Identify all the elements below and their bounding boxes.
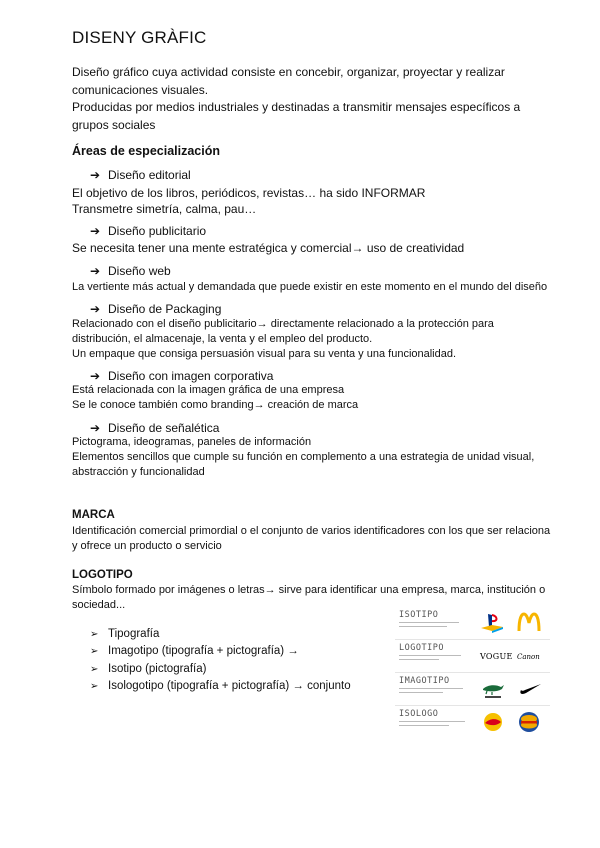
packaging-line-3: Un empaque que consiga persuasión visual para su venta y una funcionalidad. (72, 348, 457, 360)
senaletica-line-3: abstracción y funcionalidad (72, 466, 205, 478)
marca-line-2: y ofrece un producto o servicio (72, 540, 222, 552)
row-title: IMAGOTIPO (399, 676, 450, 686)
subheading-corporativa (90, 369, 273, 383)
bullet-arrow-icon: ➢ (90, 646, 99, 658)
burger-king-logo-icon (518, 711, 540, 733)
editorial-line-2: Transmetre simetría, calma, pau… (72, 202, 257, 216)
subheading-label: Diseño de Packaging (108, 302, 222, 316)
list-item-text: Imagotipo (tipografía + pictografía) → (108, 645, 299, 658)
packaging-line-2: distribución, el almacenaje, la venta y el empleo del producto. (72, 333, 373, 345)
areas-heading: Áreas de especialización (72, 144, 220, 158)
logotipo-bullet-list (90, 626, 351, 695)
row-description-lines (399, 655, 467, 667)
isologo-row (395, 706, 550, 738)
intro-paragraph (72, 64, 542, 134)
intro-line-2: Producidas por medios industriales y destinadas a transmitir mensajes específicos a grupos sociales (72, 100, 521, 132)
subheading-label: Diseño publicitario (108, 224, 207, 238)
editorial-line-1: El objetivo de los libros, periódicos, revistas… ha sido INFORMAR (72, 186, 426, 200)
list-item (90, 678, 351, 695)
corporativa-line-2: Se le conoce también como branding→ creación de marca (72, 399, 359, 411)
subheading-packaging (90, 302, 221, 316)
corporativa-line-1: Está relacionada con la imagen gráfica de una empresa (72, 384, 345, 396)
lays-logo-icon (482, 712, 504, 732)
logotipo-heading: LOGOTIPO (72, 569, 133, 581)
row-title: ISOLOGO (399, 709, 439, 719)
list-item (90, 643, 351, 660)
web-line-1: La vertiente más actual y demandada que puede existir en este momento en el mundo del diseño (72, 281, 548, 293)
row-title: LOGOTIPO (399, 643, 444, 653)
imagotipo-row (395, 673, 550, 706)
list-item-text: Isotipo (pictografía) (108, 662, 207, 675)
subheading-label: Diseño web (108, 264, 171, 278)
list-item-text: Tipografía (108, 628, 160, 640)
logotipo-line-2: sociedad... (72, 599, 126, 611)
publicitario-line-1: Se necesita tener una mente estratégica y comercial→ uso de creatividad (72, 241, 465, 255)
isotipo-row (395, 607, 550, 640)
logo-types-figure (395, 607, 550, 738)
page-title: DISENY GRÀFIC (72, 28, 207, 47)
intro-line-1: Diseño gráfico cuya actividad consiste en concebir, organizar, proyectar y realizar comunicaciones visuales. (72, 65, 505, 97)
subheading-label: Diseño de señalética (108, 421, 220, 435)
senaletica-line-1: Pictograma, ideogramas, paneles de información (72, 436, 312, 448)
senaletica-line-2: Elementos sencillos que cumple su función en complemento a una estrategia de unidad visual, (72, 451, 535, 463)
packaging-line-1: Relacionado con el diseño publicitario→ directamente relacionado a la protección para (72, 318, 494, 330)
mcdonalds-logo-icon (517, 612, 541, 632)
arrow-icon: ➔ (90, 369, 101, 383)
nike-swoosh-icon (518, 679, 542, 697)
row-description-lines (399, 688, 467, 700)
bullet-arrow-icon: ➢ (90, 663, 99, 675)
bullet-arrow-icon: ➢ (90, 629, 99, 640)
subheading-web (90, 264, 171, 278)
subheading-label: Diseño editorial (108, 168, 191, 182)
arrow-icon: ➔ (90, 264, 101, 278)
list-item (90, 626, 351, 643)
row-title: ISOTIPO (399, 610, 439, 620)
marca-heading: MARCA (72, 509, 115, 521)
list-item (90, 661, 351, 678)
arrow-icon: ➔ (90, 224, 101, 238)
logotipo-line-1: Símbolo formado por imágenes o letras→ sirve para identificar una empresa, marca, institución o (72, 584, 546, 596)
arrow-icon: ➔ (90, 421, 101, 435)
lacoste-logo-icon (481, 680, 505, 700)
row-description-lines (399, 721, 467, 733)
subheading-publicitario (90, 224, 206, 238)
vogue-wordmark: VOGUE (480, 652, 513, 661)
arrow-icon: ➔ (90, 168, 101, 182)
logotipo-row (395, 640, 550, 673)
playstation-logo-icon (479, 612, 505, 634)
marca-line-1: Identificación comercial primordial o el conjunto de varios identificadores con los que ser relaciona (72, 525, 551, 537)
subheading-senaletica (90, 421, 219, 435)
bullet-arrow-icon: ➢ (90, 680, 99, 692)
row-description-lines (399, 622, 467, 634)
subheading-label: Diseño con imagen corporativa (108, 369, 274, 383)
arrow-icon: ➔ (90, 302, 101, 316)
subheading-editorial (90, 168, 191, 182)
canon-wordmark: Canon (517, 653, 540, 661)
list-item-text: Isologotipo (tipografía + pictografía) → conjunto (108, 679, 351, 692)
